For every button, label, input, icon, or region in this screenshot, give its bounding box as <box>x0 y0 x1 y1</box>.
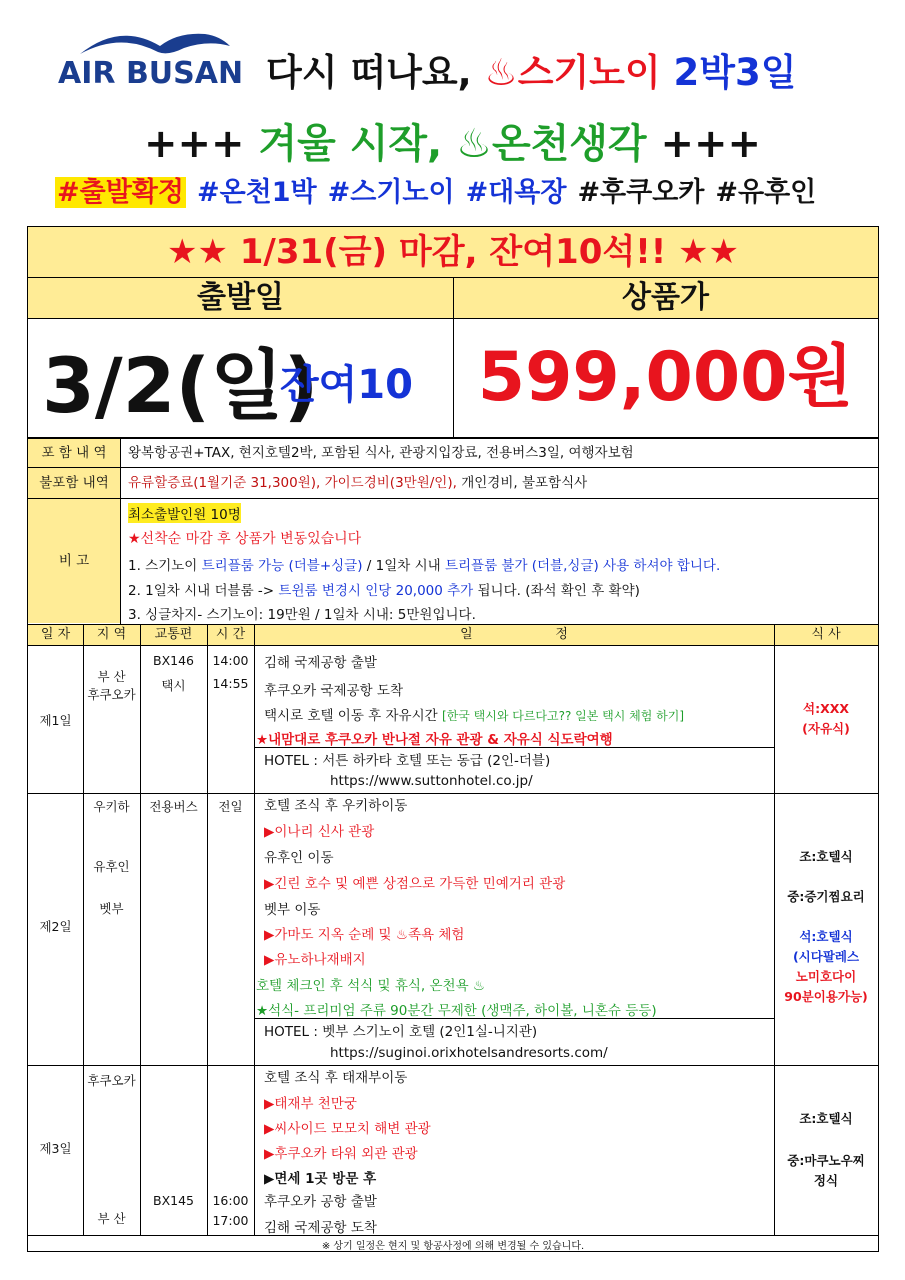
day2-meal-2: 중:증기찜요리 <box>787 889 865 904</box>
day1-flight: BX146 <box>153 653 194 668</box>
deadline-banner: ★★ 1/31(금) 마감, 잔여10석!! ★★ <box>28 227 878 277</box>
day2-transport: 전용버스 <box>149 799 198 814</box>
hashtag: #출발확정 <box>57 177 184 208</box>
day3-meal-3: 정식 <box>813 1173 839 1188</box>
day1-item: 김해 국제공항 출발 <box>264 655 377 671</box>
day3-item: ▶태재부 천만궁 <box>264 1096 357 1112</box>
day3-item: ▶면세 1곳 방문 후 <box>264 1171 377 1187</box>
hashtag: #후쿠오카 <box>577 177 705 208</box>
departure-date-cell <box>28 319 453 437</box>
day3-item: 호텔 조식 후 태재부이동 <box>264 1070 408 1086</box>
day1-meal-1: 석:XXX <box>803 701 849 716</box>
day3-flight: BX145 <box>153 1193 194 1208</box>
day2-item: ▶가마도 지옥 순례 및 ♨족욕 체험 <box>264 927 465 943</box>
day1-hotel-url: https://www.suttonhotel.co.jp/ <box>330 773 533 789</box>
hashtag: #스기노이 <box>327 177 455 208</box>
day3-time-1: 16:00 <box>212 1193 249 1208</box>
day1-item: ★내맘대로 후쿠오카 반나절 자유 관광 & 자유식 식도락여행 <box>256 732 613 748</box>
day1-time-2: 14:55 <box>212 676 249 691</box>
note-line-4: 3. 싱글차지- 스기노이: 19만원 / 1일차 시내: 5만원입니다. <box>128 607 476 623</box>
day2-label: 제2일 <box>39 919 72 934</box>
tour-info-table <box>27 226 879 1252</box>
logo-text: AIR BUSAN <box>58 56 244 91</box>
day2-item: ▶이나리 신사 관광 <box>264 824 375 840</box>
day2-item: ▶유노하나재배지 <box>264 952 366 968</box>
day3-time-2: 17:00 <box>212 1213 249 1228</box>
wing-icon <box>80 28 230 58</box>
day3-item: ▶후쿠오카 타워 외관 관광 <box>264 1146 418 1162</box>
col-meal-header: 식 사 <box>774 625 878 645</box>
day3-meal-2: 중:마쿠노우찌 <box>787 1153 865 1168</box>
price-value: 599,000원 <box>477 338 854 417</box>
day1-meal-2: (자유식) <box>802 721 850 736</box>
min-participants: 최소출발인원 10명 <box>128 503 241 523</box>
include-label: 포 함 내 역 <box>28 439 120 467</box>
day2-meal-4: (시다팔레스 <box>792 949 860 964</box>
col-region-header: 지 역 <box>83 625 140 645</box>
day2-hotel-url: https://suginoi.orixhotelsandresorts.com/ <box>330 1045 608 1061</box>
day3-region-2: 부 산 <box>97 1211 126 1226</box>
col-time-header: 시 간 <box>207 625 254 645</box>
day1-time-1: 14:00 <box>212 653 249 668</box>
footnote: ※ 상기 일정은 현지 및 항공사정에 의해 변경될 수 있습니다. <box>321 1241 585 1252</box>
include-text: 왕복항공권+TAX, 현지호텔2박, 포함된 식사, 관광지입장료, 전용버스3일, 여행자보험 <box>128 445 634 461</box>
day3-item: ▶씨사이드 모모치 해변 관광 <box>264 1121 431 1137</box>
subtitle: +++ 겨울 시작, ♨온천생각 +++ <box>144 121 761 167</box>
hashtag-row <box>55 170 827 209</box>
day2-item: ▶긴린 호수 및 예쁜 상점으로 가득한 민예거리 관광 <box>264 876 566 892</box>
day2-region-1: 우키하 <box>93 799 130 814</box>
price-header: 상품가 <box>453 278 878 318</box>
day2-meal-3: 석:호텔식 <box>799 929 853 944</box>
headline: 다시 떠나요, ♨스기노이 2박3일 <box>266 51 797 94</box>
day3-item: 김해 국제공항 도착 <box>264 1220 377 1236</box>
day2-item: 호텔 체크인 후 석식 및 휴식, 온천욕 ♨ <box>256 978 486 994</box>
note-line-1: ★선착순 마감 후 상품가 변동있습니다 <box>128 531 362 547</box>
col-schedule-header: 일 정 <box>254 625 774 645</box>
day2-hotel: HOTEL : 벳부 스기노이 호텔 (2인1실-니지관) <box>264 1024 538 1040</box>
day2-region-3: 벳부 <box>99 901 124 916</box>
day2-item: 벳부 이동 <box>264 902 321 918</box>
day1-hotel: HOTEL : 서튼 하카타 호텔 또는 동급 (2인-더블) <box>264 753 551 769</box>
day2-meal-1: 조:호텔식 <box>799 849 853 864</box>
day2-item: 유후인 이동 <box>264 850 334 866</box>
air-busan-logo <box>58 28 244 92</box>
day3-meal-1: 조:호텔식 <box>799 1111 853 1126</box>
day2-region-2: 유후인 <box>93 859 130 874</box>
day1-item: 택시로 호텔 이동 후 자유시간 [한국 택시와 다르다고?? 일본 택시 체험 하기] <box>264 708 685 724</box>
note-line-2: 1. 스기노이 트리플룸 가능 (더블+싱글) / 1일차 시내 트리플룸 불가 (더블,싱글) 사용 하셔야 합니다. <box>128 558 721 574</box>
exclude-label: 불포함 내역 <box>28 468 120 498</box>
hashtag: #온천1박 <box>196 177 317 208</box>
day3-label: 제3일 <box>39 1141 72 1156</box>
day1-taxi: 택시 <box>161 678 186 693</box>
day1-region-1: 부 산 <box>97 669 126 684</box>
day3-region-1: 후쿠오카 <box>87 1073 136 1088</box>
note-line-3: 2. 1일차 시내 더블룸 -> 트윈룸 변경시 인당 20,000 추가 됩니다. (좌석 확인 후 확약) <box>128 583 640 599</box>
hashtag: #유후인 <box>715 177 817 208</box>
day3-item: 후쿠오카 공항 출발 <box>264 1194 377 1210</box>
col-transport-header: 교통편 <box>140 625 207 645</box>
exclude-text: 유류할증료(1월기준 31,300원), 가이드경비(3만원/인), 개인경비, 불포함식사 <box>128 475 588 491</box>
day1-label: 제1일 <box>39 713 72 728</box>
col-day-header: 일 자 <box>28 625 83 645</box>
day2-time: 전일 <box>218 799 243 814</box>
seats-remaining: 잔여10 <box>280 362 413 408</box>
day2-item: ★석식- 프리미엄 주류 90분간 무제한 (생맥주, 하이볼, 니혼슈 등등) <box>256 1003 657 1019</box>
notes-label: 비 고 <box>28 499 120 623</box>
hashtag: #대욕장 <box>465 177 567 208</box>
day2-meal-5: 노미호다이 <box>795 969 857 984</box>
departure-header: 출발일 <box>28 278 453 318</box>
day1-item: 후쿠오카 국제공항 도착 <box>264 683 403 699</box>
day1-region-2: 후쿠오카 <box>87 687 136 702</box>
day2-item: 호텔 조식 후 우키하이동 <box>264 798 408 814</box>
departure-date: 3/2(일) <box>42 341 319 430</box>
day2-meal-6: 90분이용가능) <box>784 989 868 1004</box>
